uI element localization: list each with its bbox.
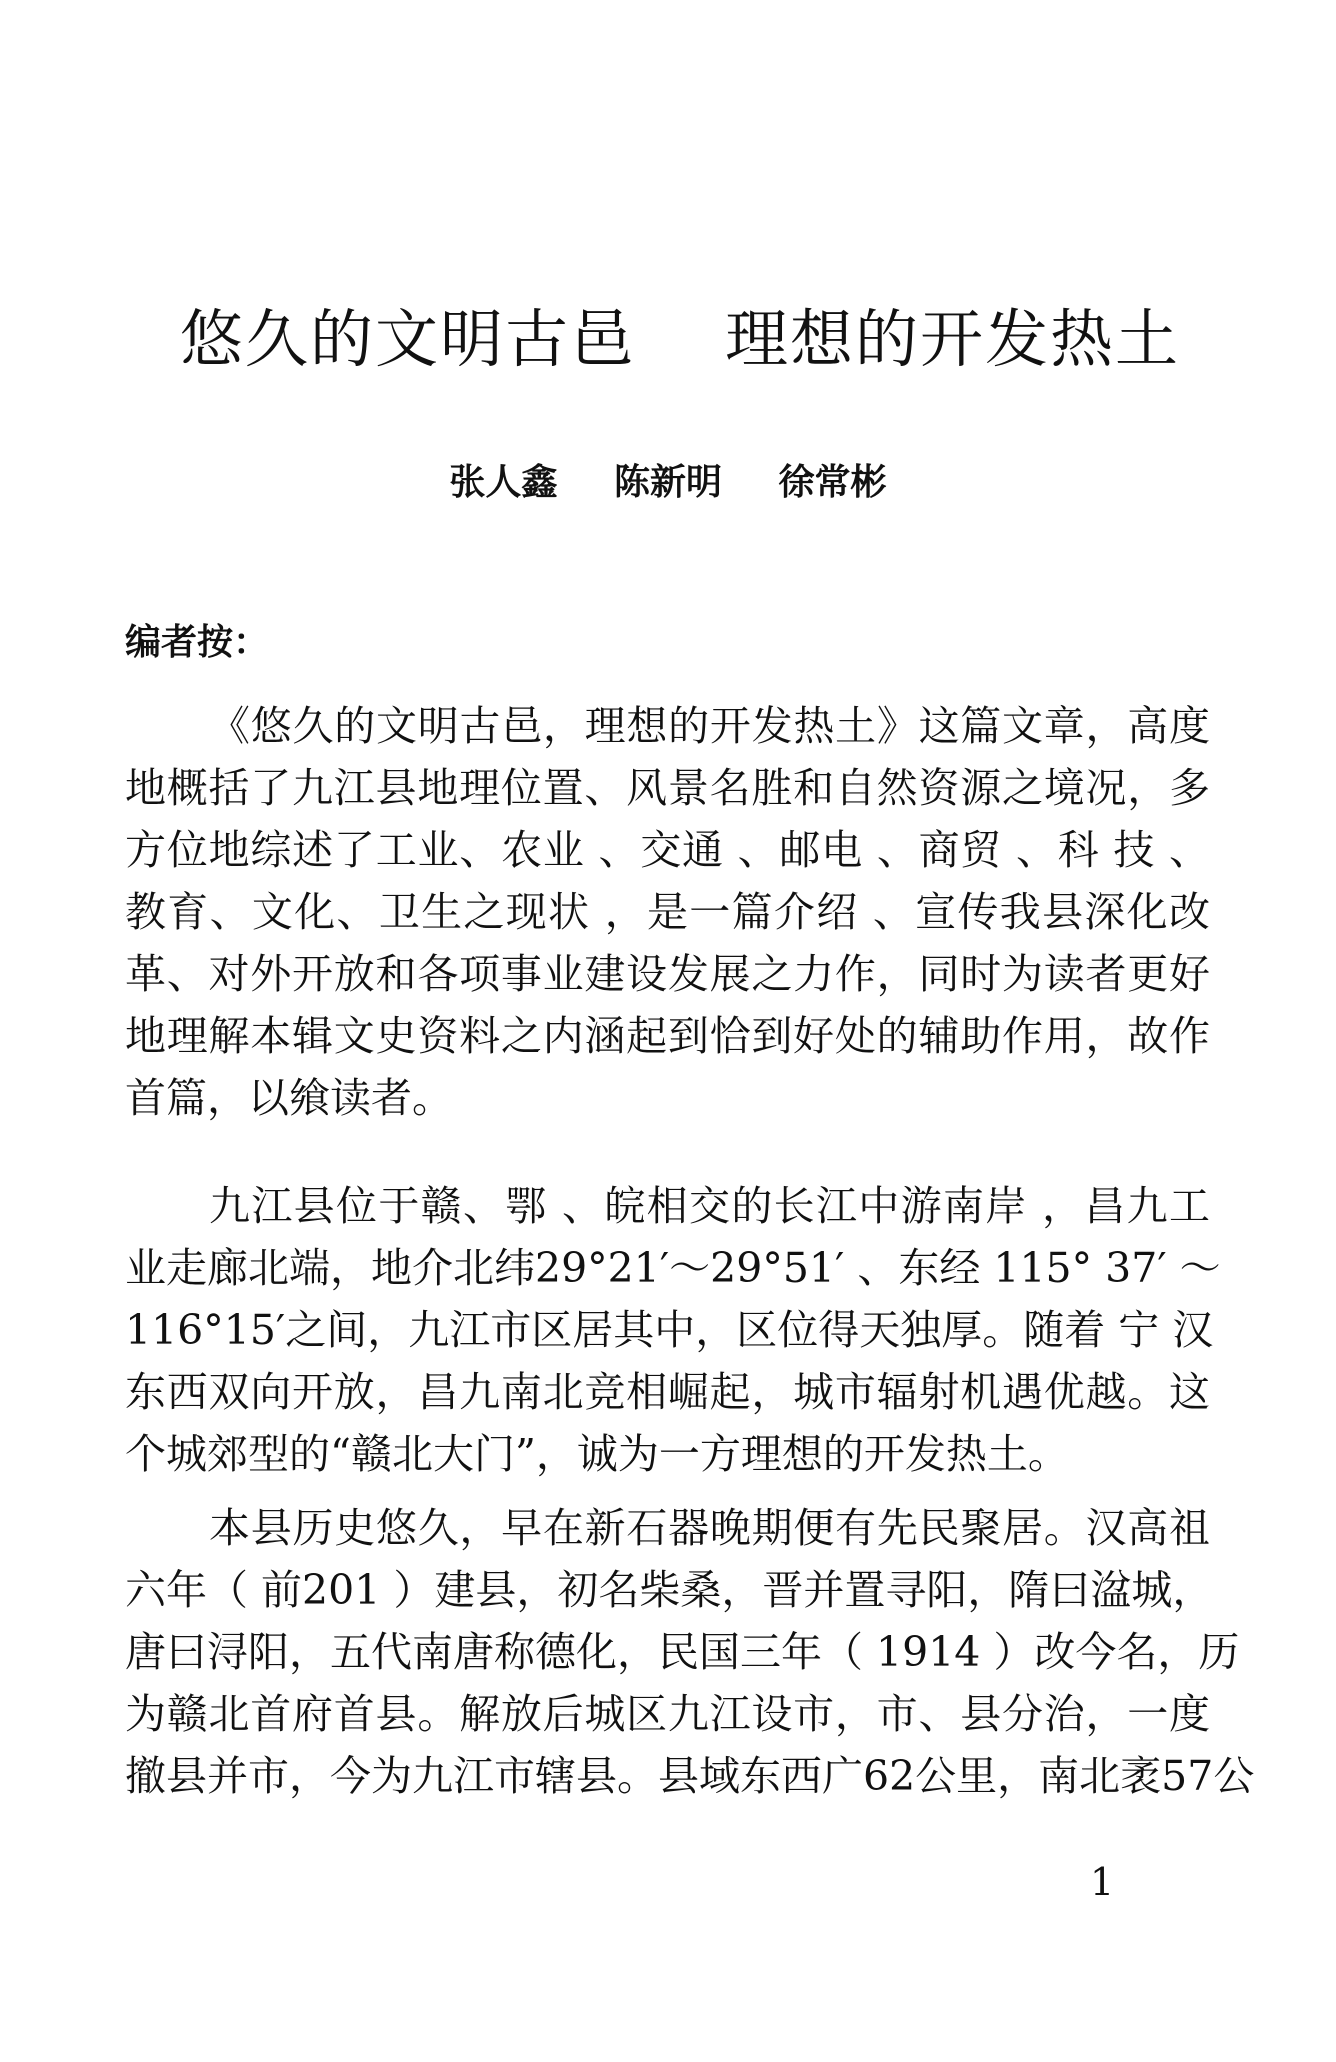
author-name: 徐常彬 [778,462,887,503]
title-part-1: 悠久的文明古邑 [180,303,635,376]
body-paragraph [125,1497,1255,1807]
text-line: 地概括了九江县地理位置、风景名胜和自然资源之境况，多 [125,764,1210,812]
author-name: 陈新明 [613,462,722,503]
title-part-2: 理想的开发热土 [725,303,1180,376]
text-line: 116°15′之间，九江市区居其中，区位得天独厚。随着 宁 汉 [125,1306,1214,1354]
text-line: 九江县位于赣、鄂 、皖相交的长江中游南岸 ，昌九工 [209,1182,1210,1230]
text-line: 革、对外开放和各项事业建设发展之力作，同时为读者更好 [125,950,1210,998]
author-list [0,458,1336,508]
editor-note-label: 编者按： [125,622,270,663]
article-title [180,300,1180,380]
text-line: 本县历史悠久，早在新石器晚期便有先民聚居。汉高祖 [209,1504,1210,1552]
body-paragraph [125,1175,1221,1485]
text-line: 六年（ 前201 ）建县，初名柴桑，晋并置寻阳，隋曰湓城， [125,1566,1214,1614]
text-line: 方位地综述了工业、农业 、交通 、邮电 、商贸 、科 技 、 [125,826,1210,874]
author-name: 张人鑫 [449,462,558,503]
editor-note-paragraph [125,695,1210,1129]
text-line: 首篇，以飨读者。 [125,1074,453,1122]
text-line: 地理解本辑文史资料之内涵起到恰到好处的辅助作用，故作 [125,1012,1210,1060]
text-line: 业走廊北端，地介北纬29°21′～29°51′ 、东经 115° 37′ ～ [125,1244,1221,1292]
text-line: 撤县并市，今为九江市辖县。县域东西广62公里，南北袤57公 [125,1752,1255,1800]
text-line: 唐曰浔阳，五代南唐称德化，民国三年（ 1914 ）改今名，历 [125,1628,1240,1676]
text-line: 教育、文化、卫生之现状 ，是一篇介绍 、宣传我县深化改 [125,888,1210,936]
text-line: 为赣北首府首县。解放后城区九江设市，市、县分治，一度 [125,1690,1210,1738]
text-line: 个城郊型的“赣北大门”，诚为一方理想的开发热土。 [125,1430,1069,1478]
text-line: 东西双向开放，昌九南北竞相崛起，城市辐射机遇优越。这 [125,1368,1210,1416]
page-number: 1 [1090,1860,1115,1904]
text-line: 《悠久的文明古邑，理想的开发热土》这篇文章，高度 [209,702,1210,750]
